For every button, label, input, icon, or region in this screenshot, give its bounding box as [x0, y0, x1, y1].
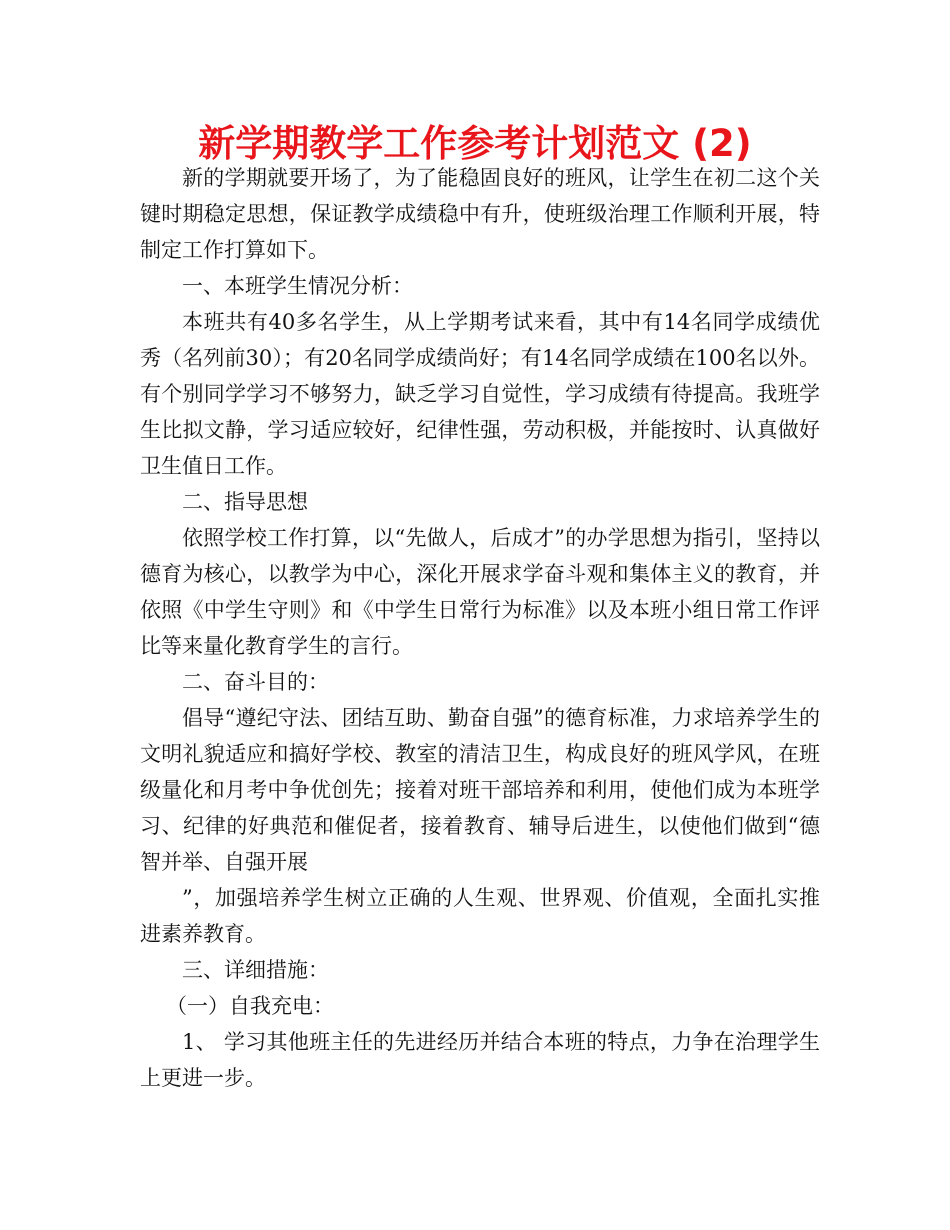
intro-paragraph: 新的学期就要开场了，为了能稳固良好的班风，让学生在初二这个关键时期稳定思想，保证教学成绩稳中有升，使班级治理工作顺利开展，特制定工作打算如下。 — [140, 166, 820, 262]
section-heading-goals: 二、奋斗目的： — [182, 670, 329, 694]
goals-paragraph-continued: ”，加强培养学生树立正确的人生观、世界观、价值观，全面扎实推进素养教育。 — [140, 886, 820, 946]
section-heading-measures: 三、详细措施： — [182, 958, 329, 982]
class-analysis-paragraph: 本班共有40多名学生，从上学期考试来看，其中有14名同学成绩优秀（名列前30）；有20名同学成绩尚好；有14名同学成绩在100名以外。有个别同学学习不够努力，缺乏学习自觉性，学习成绩有待提高。我班学生比拟文静，学习适应较好，纪律性强，劳动积极，并能按时、认真做好卫生值日工作。 — [140, 310, 820, 478]
document-title: 新学期教学工作参考计划范文 (2) — [198, 122, 752, 165]
section-heading-guiding-thought: 二、指导思想 — [182, 490, 308, 514]
measure-item-1: 1、 学习其他班主任的先进经历并结合本班的特点，力争在治理学生上更进一步。 — [140, 1030, 820, 1090]
guiding-thought-paragraph: 依照学校工作打算，以“先做人，后成才”的办学思想为指引，坚持以德育为核心，以教学为中心，深化开展求学奋斗观和集体主义的教育，并依照《中学生守则》和《中学生日常行为标准》以及本班小组日常工作评比等来量化教育学生的言行。 — [140, 526, 820, 658]
goals-paragraph: 倡导“遵纪守法、团结互助、勤奋自强”的德育标准，力求培养学生的文明礼貌适应和搞好学校、教室的清洁卫生，构成良好的班风学风，在班级量化和月考中争优创先；接着对班干部培养和利用，使他们成为本班学习、纪律的好典范和催促者，接着教育、辅导后进生，以使他们做到“德智并举、自强开展 — [140, 706, 820, 874]
document-body — [140, 160, 820, 1096]
section-heading-class-analysis: 一、本班学生情况分析： — [182, 274, 413, 298]
subsection-heading-self-improvement: （一）自我充电： — [166, 994, 334, 1018]
